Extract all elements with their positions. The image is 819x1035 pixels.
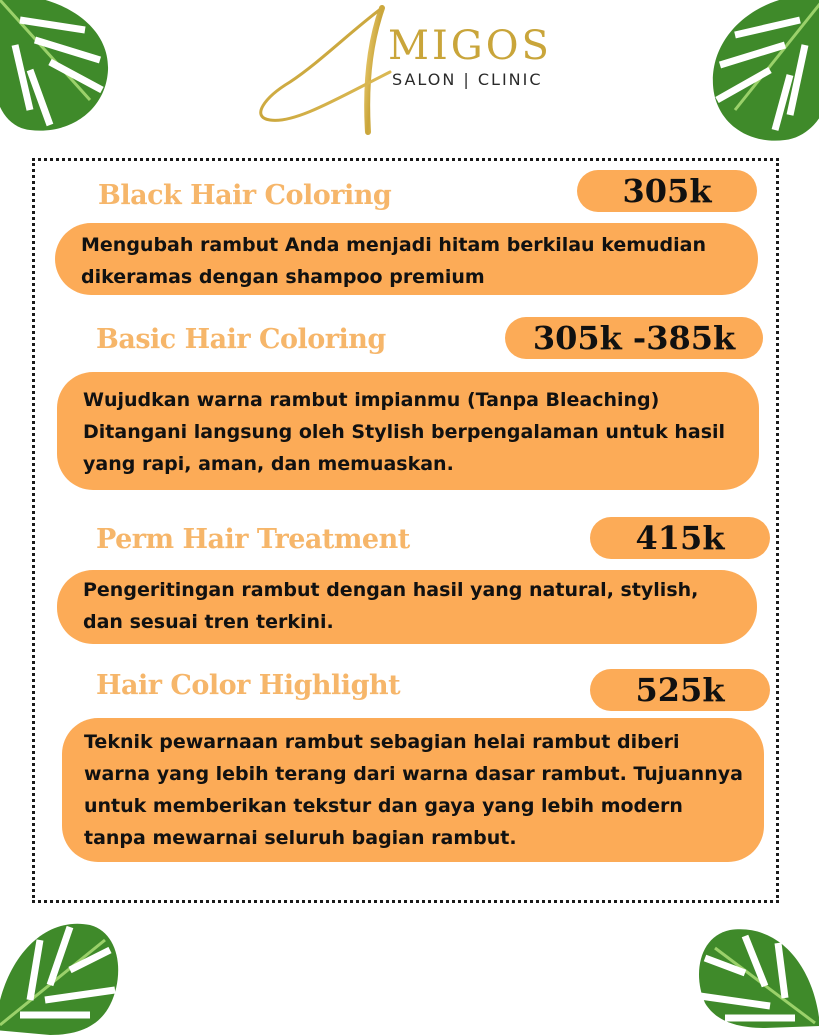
monstera-leaf-top-left-icon xyxy=(0,0,120,140)
logo-tagline: SALON | CLINIC xyxy=(392,70,543,89)
monstera-leaf-bottom-right-icon xyxy=(690,918,819,1028)
logo-name: MIGOS xyxy=(388,23,552,69)
service-price: 525k xyxy=(590,669,770,711)
service-price: 305k -385k xyxy=(505,317,763,359)
monstera-leaf-top-right-icon xyxy=(705,0,819,150)
service-description: Teknik pewarnaan rambut sebagian helai rambut diberi warna yang lebih terang dari warna dasar rambut. Tujuannya untuk memberikan tekstur dan gaya yang lebih modern tanpa mewarnai seluruh bagian rambut. xyxy=(62,718,764,862)
service-title: Black Hair Coloring xyxy=(98,180,392,211)
service-title: Hair Color Highlight xyxy=(96,670,401,701)
service-description: Pengeritingan rambut dengan hasil yang natural, stylish, dan sesuai tren terkini. xyxy=(57,570,757,644)
service-description: Wujudkan warna rambut impianmu (Tanpa Bleaching) Ditangani langsung oleh Stylish berpengalaman untuk hasil yang rapi, aman, dan memuaskan. xyxy=(57,372,759,490)
logo-letter-a-icon xyxy=(250,2,400,142)
salon-logo xyxy=(250,10,570,140)
service-title: Perm Hair Treatment xyxy=(96,524,410,555)
service-description: Mengubah rambut Anda menjadi hitam berkilau kemudian dikeramas dengan shampoo premium xyxy=(55,223,758,295)
service-title: Basic Hair Coloring xyxy=(96,324,386,355)
monstera-leaf-bottom-left-icon xyxy=(0,905,125,1035)
service-price: 305k xyxy=(577,170,757,212)
service-price: 415k xyxy=(590,517,770,559)
